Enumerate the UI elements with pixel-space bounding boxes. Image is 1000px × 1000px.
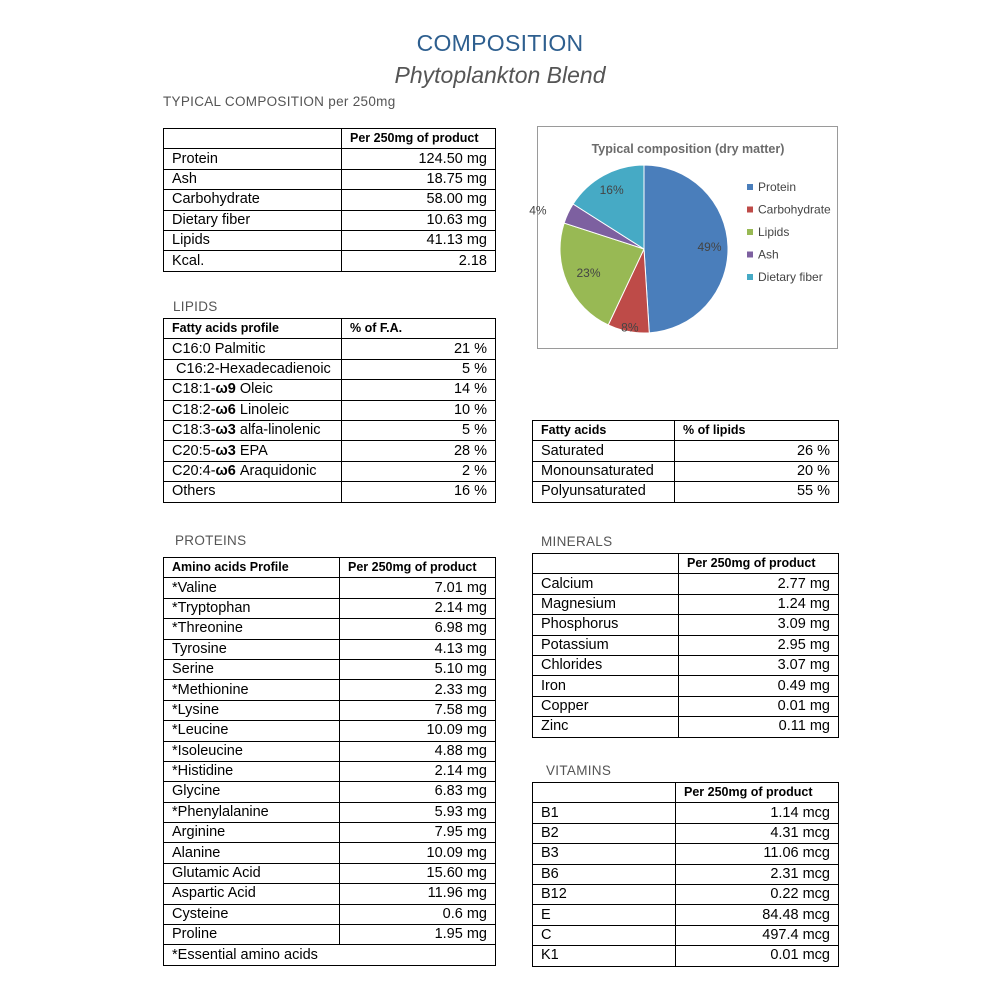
row-label: *Lysine (164, 700, 340, 720)
row-label: B3 (533, 844, 676, 864)
table-row (164, 461, 496, 481)
row-value: 4.88 mg (340, 741, 496, 761)
table-row (164, 339, 496, 359)
row-label: *Valine (164, 578, 340, 598)
table-row (164, 904, 496, 924)
table-row (533, 655, 839, 675)
table-row (533, 946, 839, 966)
row-value: 84.48 mcg (676, 905, 839, 925)
legend-swatch (747, 252, 753, 258)
row-label (164, 339, 342, 359)
table-row (164, 598, 496, 618)
table-header-row (164, 129, 496, 149)
row-label-prefix: C18:2- (172, 401, 216, 418)
lipids-table (163, 318, 496, 503)
table-row (164, 251, 496, 271)
row-label: Iron (533, 676, 679, 696)
row-label-suffix: EPA (235, 442, 268, 459)
row-label-prefix: C20:4- (172, 462, 216, 479)
row-label: *Phenylalanine (164, 802, 340, 822)
table-row (533, 676, 839, 696)
header-cell-empty (164, 129, 342, 149)
row-value: 10.09 mg (340, 721, 496, 741)
row-label: Carbohydrate (164, 190, 342, 210)
row-label: *Methionine (164, 680, 340, 700)
table-header-row (533, 421, 839, 441)
row-value: 5.93 mg (340, 802, 496, 822)
row-label: Dietary fiber (164, 210, 342, 230)
table-row (533, 884, 839, 904)
vitamins-table (532, 782, 839, 967)
pie-chart (529, 126, 838, 349)
minerals-section-label: MINERALS (541, 534, 613, 549)
row-label: B1 (533, 803, 676, 823)
row-value: 2.18 (342, 251, 496, 271)
row-label-suffix: Linoleic (235, 401, 290, 418)
table-row (164, 400, 496, 420)
row-label: Zinc (533, 717, 679, 737)
row-value: 28 % (342, 441, 496, 461)
table-row (164, 149, 496, 169)
row-label: Polyunsaturated (533, 482, 675, 502)
row-value: 0.01 mcg (676, 946, 839, 966)
row-label: K1 (533, 946, 676, 966)
table-row (533, 594, 839, 614)
row-value: 0.11 mg (679, 717, 839, 737)
row-label: Tyrosine (164, 639, 340, 659)
row-label: B6 (533, 864, 676, 884)
row-label: Copper (533, 696, 679, 716)
table-row (164, 721, 496, 741)
row-value: 6.83 mg (340, 782, 496, 802)
row-value: 1.24 mg (679, 594, 839, 614)
row-label: Kcal. (164, 251, 342, 271)
row-label: Potassium (533, 635, 679, 655)
legend-swatch (747, 229, 753, 235)
row-value: 55 % (675, 482, 839, 502)
row-label: Phosphorus (533, 615, 679, 635)
legend-swatch (747, 184, 753, 190)
row-value: 11.06 mcg (676, 844, 839, 864)
row-label (164, 482, 342, 502)
table-row (164, 639, 496, 659)
table-row (164, 884, 496, 904)
table-row (533, 441, 839, 461)
page-title: COMPOSITION (416, 30, 584, 56)
row-value: 10.63 mg (342, 210, 496, 230)
row-value: 15.60 mg (340, 863, 496, 883)
table-row (164, 169, 496, 189)
legend-swatch (747, 207, 753, 213)
table-row (164, 925, 496, 945)
row-label-prefix: Others (172, 483, 216, 500)
table-row (164, 823, 496, 843)
table-row (533, 461, 839, 481)
row-value: 2.77 mg (679, 574, 839, 594)
table-row (164, 680, 496, 700)
row-value: 0.22 mcg (676, 884, 839, 904)
row-label: *Leucine (164, 721, 340, 741)
row-value: 2.33 mg (340, 680, 496, 700)
pie-data-label: 49% (697, 239, 722, 254)
row-label-prefix: C16:2-Hexadecadienoic (172, 360, 331, 377)
row-label: Alanine (164, 843, 340, 863)
table-row (533, 844, 839, 864)
table-row (533, 574, 839, 594)
row-value: 5.10 mg (340, 659, 496, 679)
table-row (164, 380, 496, 400)
typical-composition-table (163, 128, 496, 272)
row-value: 2 % (342, 461, 496, 481)
table-row (164, 843, 496, 863)
header-cell: % of F.A. (342, 319, 496, 339)
row-label: C (533, 925, 676, 945)
row-value: 7.58 mg (340, 700, 496, 720)
row-value: 2.95 mg (679, 635, 839, 655)
row-value: 10 % (342, 400, 496, 420)
footnote: *Essential amino acids (164, 945, 496, 965)
row-value: 26 % (675, 441, 839, 461)
table-row (533, 905, 839, 925)
row-value: 0.49 mg (679, 676, 839, 696)
row-label-prefix: C18:1- (172, 381, 216, 398)
legend-entry: Dietary fiber (758, 270, 823, 284)
legend-entry: Carbohydrate (758, 202, 831, 217)
row-label: Lipids (164, 230, 342, 250)
row-label: *Isoleucine (164, 741, 340, 761)
row-label: Glycine (164, 782, 340, 802)
row-label: *Histidine (164, 761, 340, 781)
row-value: 0.6 mg (340, 904, 496, 924)
table-row (164, 482, 496, 502)
table-row (164, 761, 496, 781)
row-value: 2.14 mg (340, 761, 496, 781)
header-cell-empty (533, 783, 676, 803)
row-value: 4.31 mcg (676, 823, 839, 843)
legend-entry: Lipids (758, 225, 790, 239)
table-row (164, 578, 496, 598)
row-label: Aspartic Acid (164, 884, 340, 904)
pie-chart-svg (529, 127, 837, 348)
row-label: Arginine (164, 823, 340, 843)
pie-data-label: 8% (621, 320, 639, 335)
table-row (164, 359, 496, 379)
row-label (164, 380, 342, 400)
row-label: Proline (164, 925, 340, 945)
minerals-table (532, 553, 839, 738)
table-row (533, 925, 839, 945)
row-value: 2.14 mg (340, 598, 496, 618)
row-value: 58.00 mg (342, 190, 496, 210)
row-value: 0.01 mg (679, 696, 839, 716)
table-row (533, 615, 839, 635)
row-label: B2 (533, 823, 676, 843)
row-value: 10.09 mg (340, 843, 496, 863)
row-label: Glutamic Acid (164, 863, 340, 883)
row-label-prefix: C16:0 Palmitic (172, 340, 266, 357)
row-value: 2.31 mcg (676, 864, 839, 884)
row-value: 1.95 mg (340, 925, 496, 945)
row-label-omega: ω6 (215, 462, 236, 479)
fatty-acids-table (532, 420, 839, 503)
row-label: Serine (164, 659, 340, 679)
table-row (164, 741, 496, 761)
row-value: 5 % (342, 420, 496, 440)
table-header-row (164, 558, 496, 578)
row-label: Ash (164, 169, 342, 189)
table-row (533, 823, 839, 843)
legend-entry: Ash (758, 247, 779, 262)
pie-data-label: 23% (576, 266, 601, 281)
row-label-suffix: Araquidonic (235, 462, 317, 479)
row-label: Saturated (533, 441, 675, 461)
table-row (164, 210, 496, 230)
table-header-row (164, 319, 496, 339)
legend-entry: Protein (758, 180, 797, 194)
row-value: 21 % (342, 339, 496, 359)
row-value: 14 % (342, 380, 496, 400)
header-cell: Per 250mg of product (676, 783, 839, 803)
table-header-row (533, 554, 839, 574)
row-value: 7.01 mg (340, 578, 496, 598)
header-cell: Amino acids Profile (164, 558, 340, 578)
header-cell-empty (533, 554, 679, 574)
table-row (533, 696, 839, 716)
row-label: Calcium (533, 574, 679, 594)
row-label-omega: ω3 (215, 422, 236, 439)
table-row (533, 482, 839, 502)
table-row (164, 190, 496, 210)
row-label-prefix: C20:5- (172, 442, 216, 459)
row-label-omega: ω3 (215, 442, 236, 459)
table-row-footnote (164, 945, 496, 965)
row-label: *Threonine (164, 619, 340, 639)
table-row (533, 635, 839, 655)
header-cell: % of lipids (675, 421, 839, 441)
table-row (164, 782, 496, 802)
header-cell: Per 250mg of product (679, 554, 839, 574)
table-row (164, 420, 496, 440)
table-row (164, 441, 496, 461)
row-label: E (533, 905, 676, 925)
header-cell: Fatty acids (533, 421, 675, 441)
row-label: *Tryptophan (164, 598, 340, 618)
pie-data-label: 16% (599, 183, 624, 198)
row-value: 16 % (342, 482, 496, 502)
header-cell: Fatty acids profile (164, 319, 342, 339)
row-value: 11.96 mg (340, 884, 496, 904)
row-label-omega: ω9 (215, 381, 236, 398)
proteins-section-label: PROTEINS (175, 533, 247, 548)
row-label: Monounsaturated (533, 461, 675, 481)
row-value: 6.98 mg (340, 619, 496, 639)
header-cell: Per 250mg of product (342, 129, 496, 149)
row-label-suffix: Oleic (235, 381, 273, 398)
table-row (533, 803, 839, 823)
row-label: Magnesium (533, 594, 679, 614)
row-value: 7.95 mg (340, 823, 496, 843)
row-value: 20 % (675, 461, 839, 481)
row-label: Chlorides (533, 655, 679, 675)
table-row (164, 619, 496, 639)
table-row (533, 864, 839, 884)
chart-title: Typical composition (dry matter) (591, 142, 785, 156)
row-value: 1.14 mcg (676, 803, 839, 823)
row-label: Cysteine (164, 904, 340, 924)
row-value: 41.13 mg (342, 230, 496, 250)
table-row (164, 659, 496, 679)
row-value: 18.75 mg (342, 169, 496, 189)
typical-section-label: TYPICAL COMPOSITION per 250mg (163, 94, 396, 109)
table-row (164, 802, 496, 822)
table-header-row (533, 783, 839, 803)
row-label (164, 359, 342, 379)
vitamins-section-label: VITAMINS (546, 763, 612, 778)
row-value: 3.07 mg (679, 655, 839, 675)
lipids-section-label: LIPIDS (173, 299, 218, 314)
table-row (164, 863, 496, 883)
row-label (164, 400, 342, 420)
row-value: 4.13 mg (340, 639, 496, 659)
row-label-suffix: alfa-linolenic (235, 422, 321, 439)
row-label (164, 461, 342, 481)
row-label (164, 420, 342, 440)
table-row (164, 700, 496, 720)
row-label (164, 441, 342, 461)
row-value: 124.50 mg (342, 149, 496, 169)
row-label-omega: ω6 (215, 401, 236, 418)
row-label: B12 (533, 884, 676, 904)
legend-swatch (747, 274, 753, 280)
row-value: 497.4 mcg (676, 925, 839, 945)
table-row (533, 717, 839, 737)
row-label-prefix: C18:3- (172, 422, 216, 439)
proteins-table (163, 557, 496, 966)
row-value: 3.09 mg (679, 615, 839, 635)
row-label: Protein (164, 149, 342, 169)
page-subtitle: Phytoplankton Blend (394, 62, 606, 88)
table-row (164, 230, 496, 250)
pie-data-label: 4% (529, 203, 547, 218)
row-value: 5 % (342, 359, 496, 379)
header-cell: Per 250mg of product (340, 558, 496, 578)
